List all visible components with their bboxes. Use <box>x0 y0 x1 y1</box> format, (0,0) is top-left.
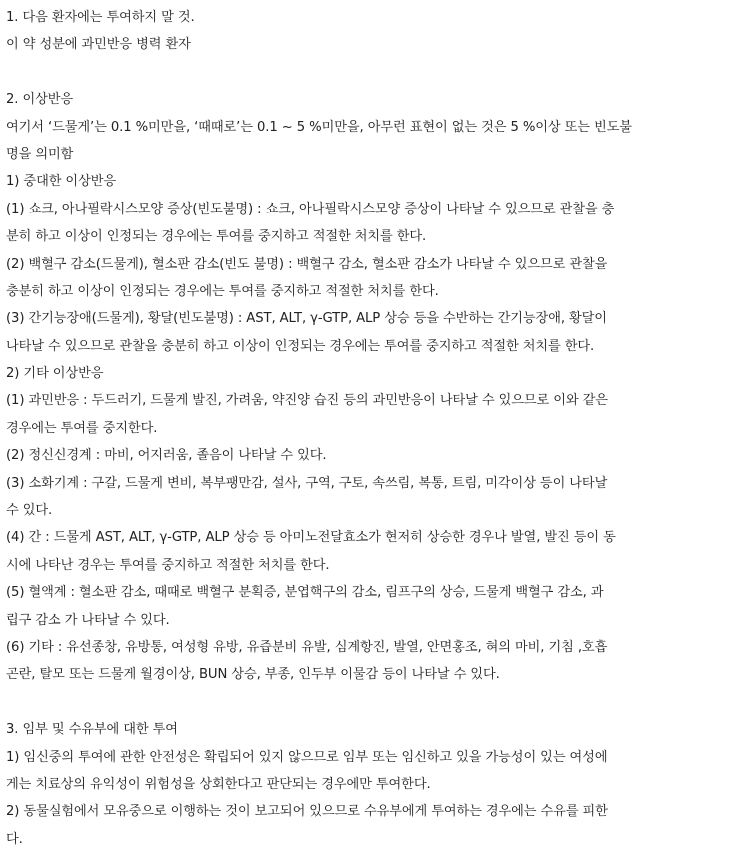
text-line: 경우에는 투여를 중지한다. <box>6 420 158 436</box>
subsection-heading: 1) 중대한 이상반응 <box>6 174 116 190</box>
section-3-heading: 3. 임부 및 수유부에 대한 투여 <box>6 722 178 738</box>
text-line: 나타날 수 있으므로 관찰을 충분히 하고 이상이 인정되는 경우에는 투여를 중지하고 적절한 처치를 한다. <box>6 338 595 354</box>
text-line: (5) 혈액계 : 혈소판 감소, 때때로 백혈구 분획증, 분엽핵구의 감소, 림프구의 상승, 드물게 백혈구 감소, 과 <box>6 585 604 601</box>
text-line: 2) 동물실험에서 모유중으로 이행하는 것이 보고되어 있으므로 수유부에게 투여하는 경우에는 수유를 피한 <box>6 804 608 820</box>
text-line: 다. <box>6 831 23 847</box>
section-1-heading: 1. 다음 환자에는 투여하지 말 것. <box>6 10 195 25</box>
blank-line <box>6 689 732 716</box>
text-line: (1) 쇼크, 아나필락시스모양 증상(빈도불명) : 쇼크, 아나필락시스모양 증상이 나타날 수 있으므로 관찰을 충 <box>6 201 615 217</box>
text-line: 시에 나타난 경우는 투여를 중지하고 적절한 처치를 한다. <box>6 557 330 573</box>
text-line: 여기서 ‘드물게’는 0.1 %미만을, ‘때때로’는 0.1 ~ 5 %미만을, 아무런 표현이 없는 것은 5 %이상 또는 빈도불 <box>6 119 632 135</box>
text-line: 곤란, 탈모 또는 드물게 월경이상, BUN 상승, 부종, 인두부 이물감 등이 나타날 수 있다. <box>6 667 500 683</box>
text-line: 이 약 성분에 과민반응 병력 환자 <box>6 37 191 53</box>
text-line: 1) 임신중의 투여에 관한 안전성은 확립되어 있지 않으므로 임부 또는 임신하고 있을 가능성이 있는 여성에 <box>6 749 608 765</box>
text-line: (2) 정신신경계 : 마비, 어지러움, 졸음이 나타날 수 있다. <box>6 448 327 464</box>
text-line: (3) 소화기계 : 구갈, 드물게 변비, 복부팽만감, 설사, 구역, 구토, 속쓰림, 복통, 트림, 미각이상 등이 나타날 <box>6 475 608 491</box>
text-line: (1) 과민반응 : 두드러기, 드물게 발진, 가려움, 약진양 습진 등의 과민반응이 나타날 수 있으므로 이와 같은 <box>6 393 608 409</box>
text-line: 게는 치료상의 유익성이 위험성을 상회한다고 판단되는 경우에만 투여한다. <box>6 776 431 792</box>
text-line: 명을 의미함 <box>6 146 74 162</box>
text-line: (6) 기타 : 유선종창, 유방통, 여성형 유방, 유즙분비 유발, 심계항진, 발열, 안면홍조, 혀의 마비, 기침 ,호흡 <box>6 639 608 655</box>
text-line: 충분히 하고 이상이 인정되는 경우에는 투여를 중지하고 적절한 처치를 한다. <box>6 283 439 299</box>
text-line: (2) 백혈구 감소(드물게), 혈소판 감소(빈도 불명) : 백혈구 감소, 혈소판 감소가 나타날 수 있으므로 관찰을 <box>6 256 608 272</box>
section-2-heading: 2. 이상반응 <box>6 92 74 108</box>
text-line: 립구 감소 가 나타날 수 있다. <box>6 612 170 628</box>
subsection-heading: 2) 기타 이상반응 <box>6 366 104 382</box>
text-line: 분히 하고 이상이 인정되는 경우에는 투여를 중지하고 적절한 처치를 한다. <box>6 229 427 245</box>
text-line: (4) 간 : 드물게 AST, ALT, γ-GTP, ALP 상승 등 아미노전달효소가 현저히 상승한 경우나 발열, 발진 등이 동 <box>6 530 616 546</box>
blank-line <box>6 59 732 86</box>
text-line: 수 있다. <box>6 503 53 519</box>
text-line: (3) 간기능장애(드물게), 황달(빈도불명) : AST, ALT, γ-GTP, ALP 상승 등을 수반하는 간기능장애, 황달이 <box>6 311 607 327</box>
